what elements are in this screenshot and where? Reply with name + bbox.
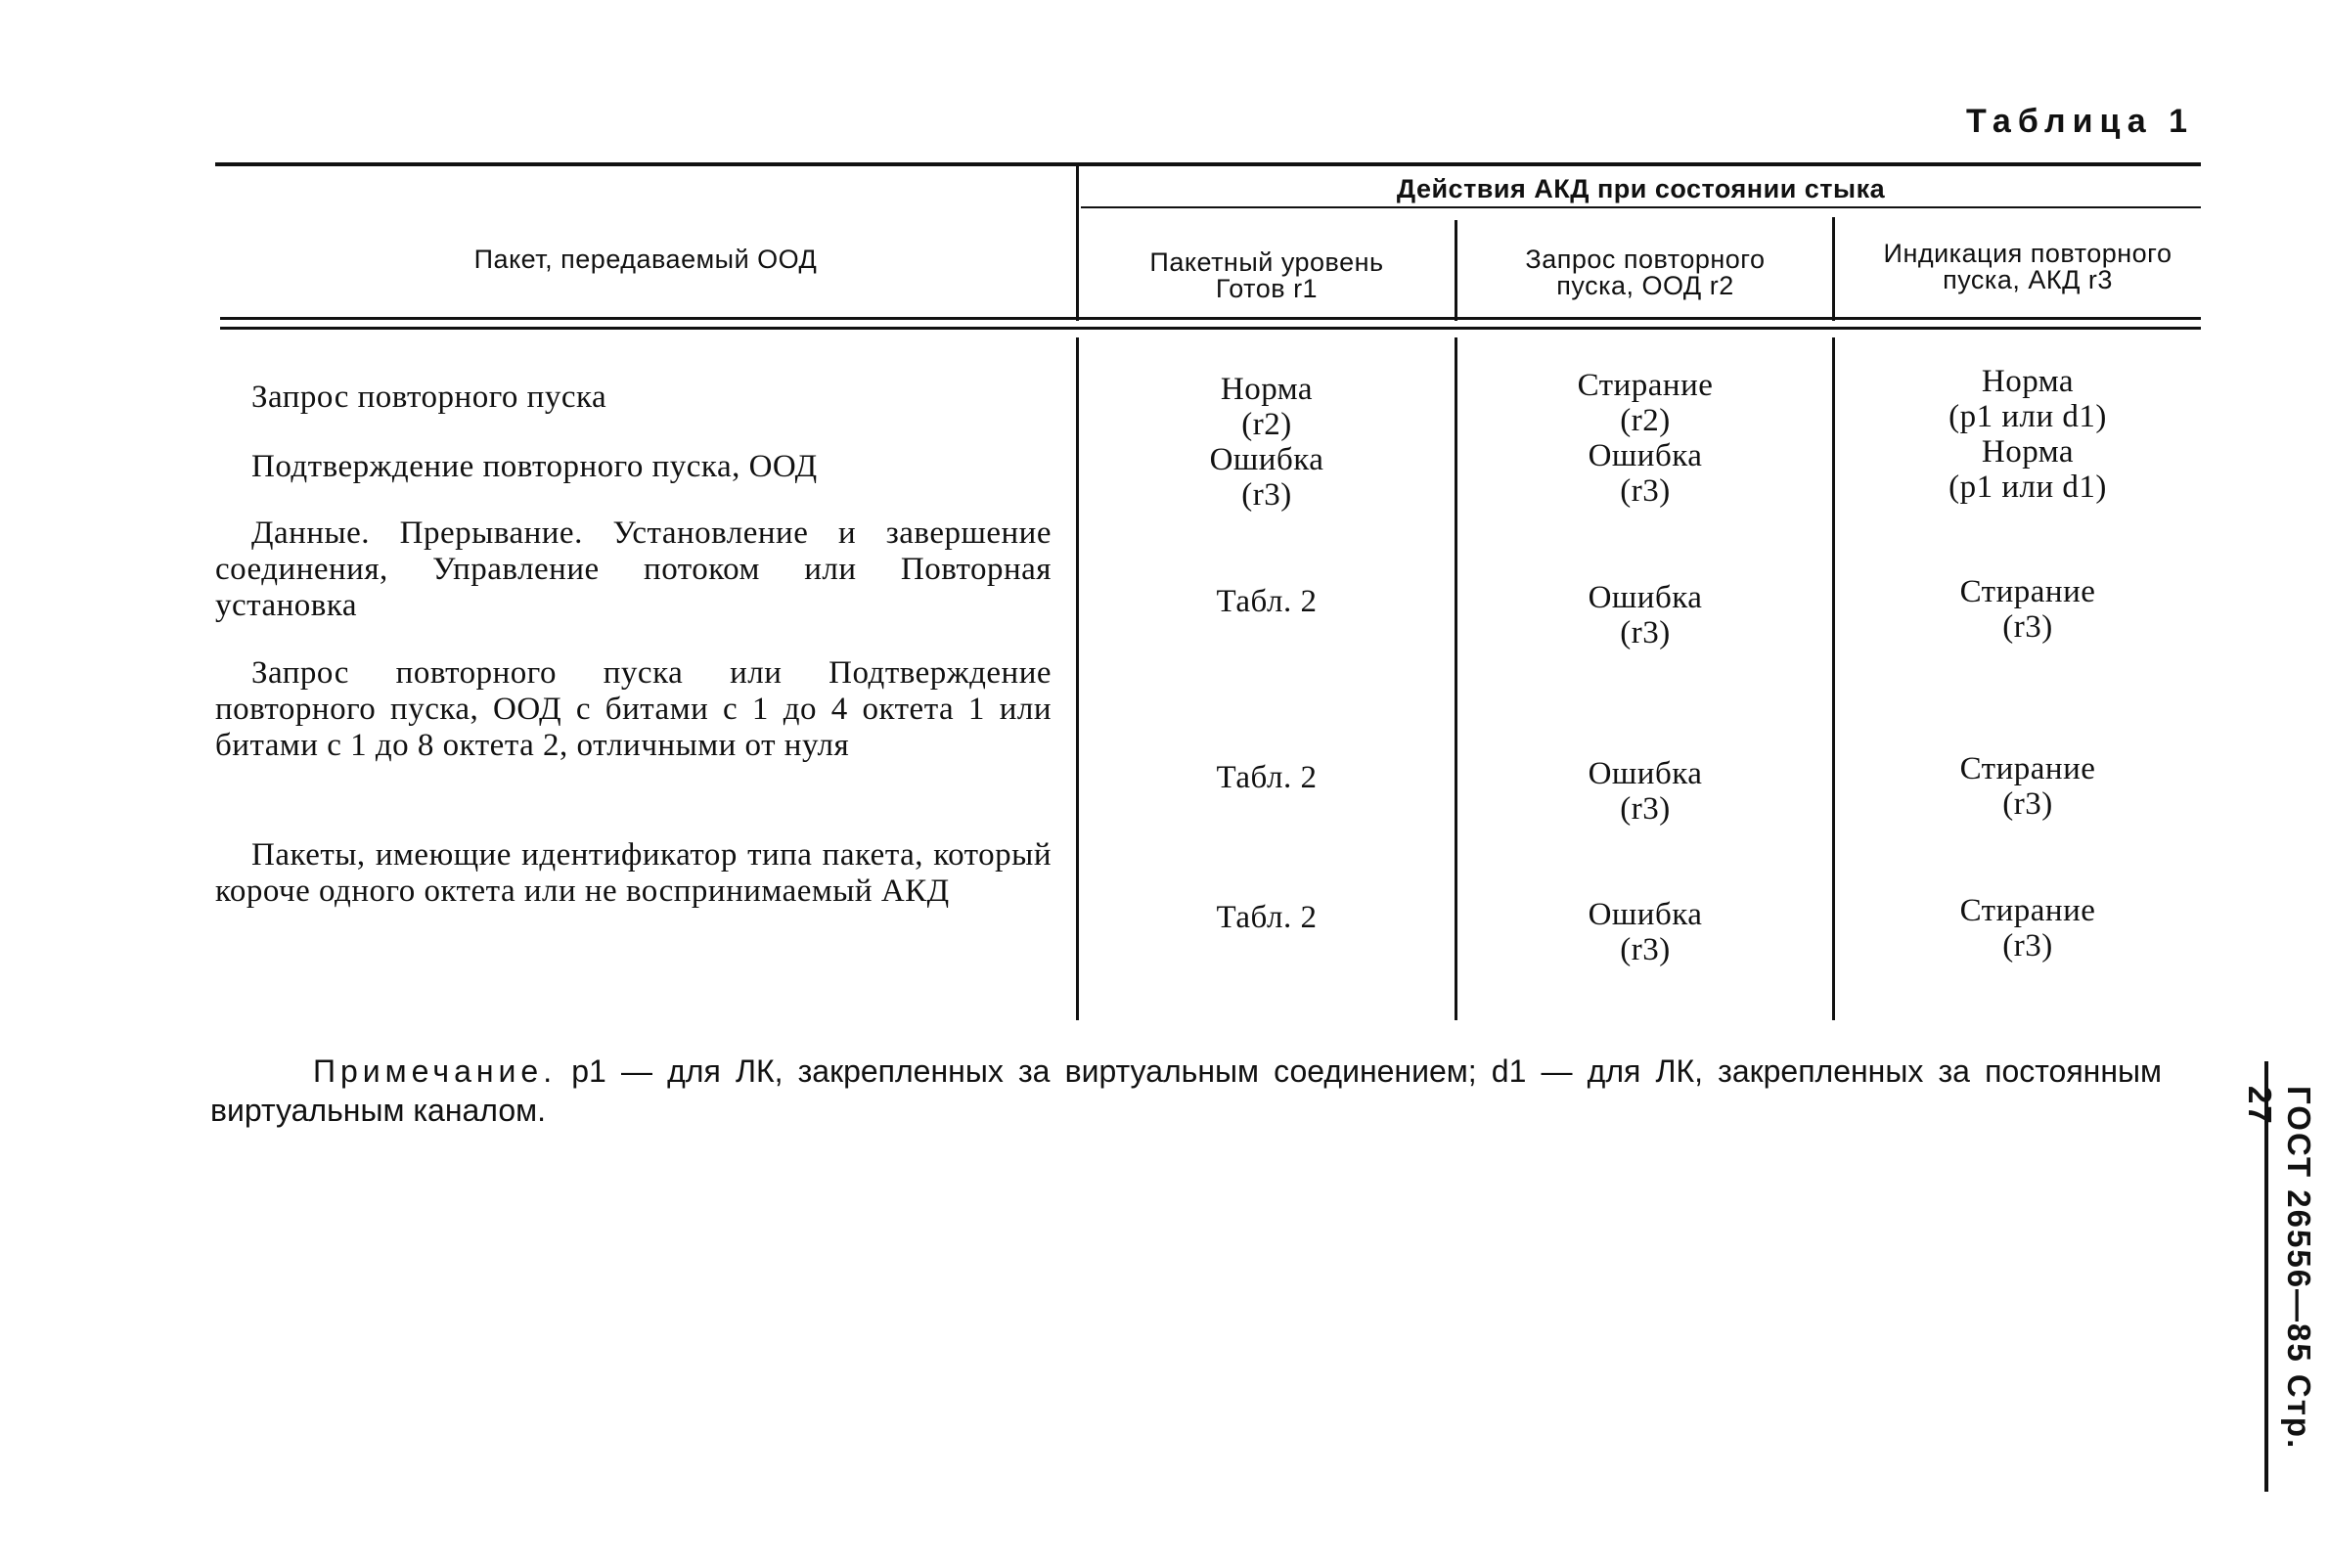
column-divider-2-body bbox=[1832, 337, 1835, 1020]
header-col2-line2: пуска, ООД r2 bbox=[1556, 271, 1734, 300]
row-3-col1 bbox=[1081, 584, 1453, 619]
header-bottom-rule bbox=[220, 317, 2201, 320]
row-4-packet: Запрос повторного пуска или Подтверждение повторного пуска, ООД с битами с 1 до 4 октета 1 или битами с 1 до 8 октета 2, отличными от нуля bbox=[215, 655, 1052, 763]
row-4-col2-a: Ошибка bbox=[1588, 756, 1703, 791]
row-5-col1 bbox=[1081, 900, 1453, 935]
row-2-col2-a: Ошибка bbox=[1588, 438, 1703, 473]
row-1-col3 bbox=[1837, 364, 2218, 434]
side-label-bar bbox=[2264, 1061, 2268, 1492]
row-5-col3-a: Стирание bbox=[1959, 893, 2096, 928]
row-4-col3-a: Стирание bbox=[1959, 751, 2096, 786]
row-3-col3 bbox=[1837, 574, 2218, 645]
header-col1-line2: Готов r1 bbox=[1215, 274, 1319, 303]
row-4-col2 bbox=[1459, 756, 1831, 827]
row-1-col2-b: (r2) bbox=[1620, 403, 1671, 438]
row-1-packet: Запрос повторного пуска bbox=[251, 380, 607, 415]
header-col1 bbox=[1081, 249, 1453, 302]
row-4-col3 bbox=[1837, 751, 2218, 822]
row-5-col3 bbox=[1837, 893, 2218, 963]
row-2-col3-a: Норма bbox=[1981, 434, 2075, 470]
row-3-col2-b: (r3) bbox=[1620, 615, 1671, 650]
row-1-col3-a: Норма bbox=[1981, 364, 2075, 399]
row-3-col3-b: (r3) bbox=[2002, 609, 2053, 645]
row-5-col1-a: Табл. 2 bbox=[1216, 900, 1318, 935]
row-3-col2-a: Ошибка bbox=[1588, 580, 1703, 615]
table-title: Таблица 1 bbox=[1966, 103, 2195, 140]
header-col3 bbox=[1837, 241, 2218, 293]
header-group: Действия АКД при состоянии стыка bbox=[1396, 174, 1886, 203]
header-packet: Пакет, передаваемый ООД bbox=[473, 245, 818, 274]
column-divider-0-body bbox=[1076, 337, 1079, 1020]
row-5-packet: Пакеты, имеющие идентификатор типа пакета, который короче одного октета или не воспринимаемый АКД bbox=[215, 837, 1052, 909]
header-col3-line1: Индикация повторного bbox=[1883, 239, 2172, 268]
row-4-col2-b: (r3) bbox=[1620, 791, 1671, 827]
row-2-col2 bbox=[1459, 438, 1831, 509]
row-3-packet: Данные. Прерывание. Установление и завершение соединения, Управление потоком или Повторная установка bbox=[215, 515, 1052, 623]
table-note bbox=[210, 1052, 2162, 1130]
row-2-packet: Подтверждение повторного пуска, ООД bbox=[251, 449, 818, 484]
header-bottom-rule-2 bbox=[220, 327, 2201, 330]
row-5-col2-b: (r3) bbox=[1620, 932, 1671, 967]
row-1-col2 bbox=[1459, 368, 1831, 438]
row-3-col2 bbox=[1459, 580, 1831, 650]
row-3-col3-a: Стирание bbox=[1959, 574, 2096, 609]
row-1-col1 bbox=[1081, 372, 1453, 442]
row-1-col3-b: (p1 или d1) bbox=[1948, 399, 2107, 434]
row-2-col2-b: (r3) bbox=[1620, 473, 1671, 509]
row-1-col2-a: Стирание bbox=[1577, 368, 1714, 403]
column-divider-1-body bbox=[1455, 337, 1457, 1020]
row-2-col1-b: (r3) bbox=[1241, 477, 1292, 513]
row-3-col1-a: Табл. 2 bbox=[1216, 584, 1318, 619]
note-label: Примечание. bbox=[313, 1053, 558, 1089]
row-5-col2 bbox=[1459, 897, 1831, 967]
group-header-rule bbox=[1081, 206, 2201, 208]
header-col2 bbox=[1459, 246, 1831, 299]
note-text: p1 — для ЛК, закрепленных за виртуальным соединением; d1 — для ЛК, закрепленных за постоянным виртуальным каналом. bbox=[210, 1053, 2162, 1128]
row-2-col3 bbox=[1837, 434, 2218, 505]
row-4-col1-a: Табл. 2 bbox=[1216, 760, 1318, 795]
column-divider-0 bbox=[1076, 166, 1079, 321]
row-5-col2-a: Ошибка bbox=[1588, 897, 1703, 932]
header-col1-line1: Пакетный уровень bbox=[1149, 247, 1384, 277]
row-2-col1 bbox=[1081, 442, 1453, 513]
row-2-col1-a: Ошибка bbox=[1209, 442, 1324, 477]
row-2-col3-b: (p1 или d1) bbox=[1948, 470, 2107, 505]
row-5-col3-b: (r3) bbox=[2002, 928, 2053, 963]
table-top-rule bbox=[215, 162, 2201, 166]
row-1-col1-b: (r2) bbox=[1241, 407, 1292, 442]
row-4-col1 bbox=[1081, 760, 1453, 795]
side-page-label: ГОСТ 26556—85 Стр. 27 bbox=[2242, 1086, 2317, 1451]
column-divider-1 bbox=[1455, 220, 1457, 321]
row-1-col1-a: Норма bbox=[1220, 372, 1314, 407]
column-divider-2 bbox=[1832, 217, 1835, 321]
header-col2-line1: Запрос повторного bbox=[1525, 245, 1766, 274]
header-col3-line2: пуска, АКД r3 bbox=[1943, 265, 2113, 294]
row-4-col3-b: (r3) bbox=[2002, 786, 2053, 822]
